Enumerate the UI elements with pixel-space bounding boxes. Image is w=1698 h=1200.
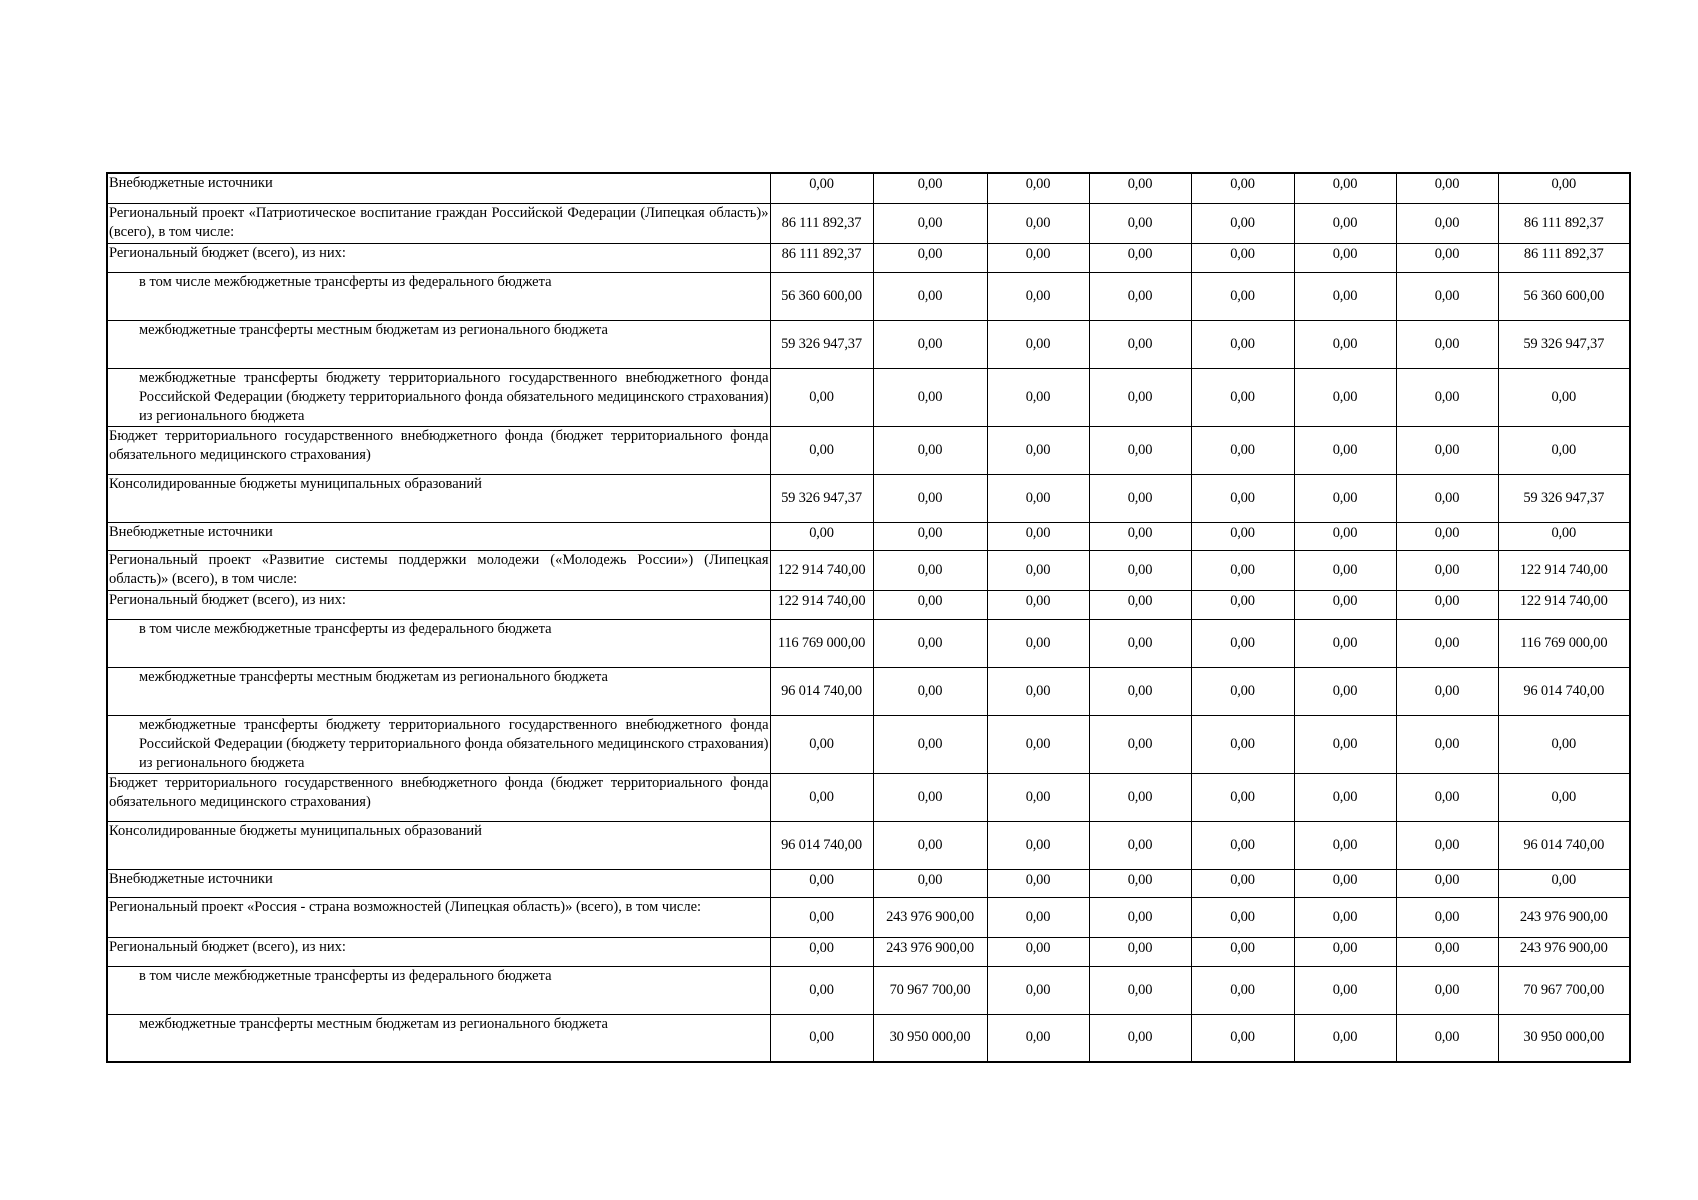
row-label: Региональный бюджет (всего), из них: bbox=[107, 590, 770, 619]
row-value: 0,00 bbox=[770, 1014, 873, 1062]
row-total-value: 59 326 947,37 bbox=[1498, 474, 1630, 522]
row-total-value: 86 111 892,37 bbox=[1498, 243, 1630, 272]
row-value: 0,00 bbox=[987, 667, 1089, 715]
row-value: 56 360 600,00 bbox=[770, 272, 873, 320]
row-value: 0,00 bbox=[1294, 1014, 1396, 1062]
row-value: 0,00 bbox=[1089, 667, 1191, 715]
table-row bbox=[107, 667, 1630, 715]
row-value: 0,00 bbox=[1396, 320, 1498, 368]
row-label: Внебюджетные источники bbox=[107, 522, 770, 550]
row-value: 0,00 bbox=[873, 590, 987, 619]
row-value: 0,00 bbox=[1396, 1014, 1498, 1062]
row-value: 0,00 bbox=[1089, 426, 1191, 474]
row-value: 0,00 bbox=[1191, 897, 1294, 937]
row-value: 0,00 bbox=[987, 773, 1089, 821]
table-row bbox=[107, 203, 1630, 243]
row-value: 0,00 bbox=[1191, 173, 1294, 203]
row-value: 0,00 bbox=[873, 667, 987, 715]
row-total-value: 70 967 700,00 bbox=[1498, 966, 1630, 1014]
row-value: 0,00 bbox=[1191, 966, 1294, 1014]
row-label: межбюджетные трансферты местным бюджетам из регионального бюджета bbox=[107, 1014, 770, 1062]
row-value: 0,00 bbox=[1294, 426, 1396, 474]
row-value: 30 950 000,00 bbox=[873, 1014, 987, 1062]
row-label: Региональный бюджет (всего), из них: bbox=[107, 243, 770, 272]
row-value: 0,00 bbox=[987, 203, 1089, 243]
row-label: в том числе межбюджетные трансферты из федерального бюджета bbox=[107, 619, 770, 667]
row-label: в том числе межбюджетные трансферты из федерального бюджета bbox=[107, 272, 770, 320]
row-total-value: 56 360 600,00 bbox=[1498, 272, 1630, 320]
row-value: 0,00 bbox=[1294, 821, 1396, 869]
row-value: 0,00 bbox=[1294, 320, 1396, 368]
row-value: 0,00 bbox=[873, 522, 987, 550]
row-value: 0,00 bbox=[1396, 897, 1498, 937]
row-value: 0,00 bbox=[1294, 937, 1396, 966]
row-value: 0,00 bbox=[873, 426, 987, 474]
row-value: 0,00 bbox=[987, 320, 1089, 368]
row-value: 96 014 740,00 bbox=[770, 667, 873, 715]
row-value: 0,00 bbox=[1089, 522, 1191, 550]
row-total-value: 96 014 740,00 bbox=[1498, 667, 1630, 715]
row-label: Бюджет территориального государственного внебюджетного фонда (бюджет территориального фонда обязательного медицинского страхования) bbox=[107, 773, 770, 821]
row-value: 0,00 bbox=[1396, 203, 1498, 243]
row-value: 0,00 bbox=[987, 426, 1089, 474]
row-value: 0,00 bbox=[1191, 869, 1294, 897]
row-total-value: 0,00 bbox=[1498, 715, 1630, 773]
row-total-value: 0,00 bbox=[1498, 522, 1630, 550]
row-value: 0,00 bbox=[1089, 1014, 1191, 1062]
row-value: 0,00 bbox=[987, 619, 1089, 667]
table-row bbox=[107, 773, 1630, 821]
table-row bbox=[107, 272, 1630, 320]
row-value: 0,00 bbox=[987, 173, 1089, 203]
row-label: Внебюджетные источники bbox=[107, 173, 770, 203]
row-label: межбюджетные трансферты бюджету территориального государственного внебюджетного фонда Российской Федерации (бюджету территориального фонда обязательного медицинского страхования) из регионального бюджета bbox=[107, 368, 770, 426]
row-value: 0,00 bbox=[1396, 243, 1498, 272]
row-value: 0,00 bbox=[1294, 590, 1396, 619]
row-value: 0,00 bbox=[1294, 619, 1396, 667]
row-value: 0,00 bbox=[873, 619, 987, 667]
table-row bbox=[107, 368, 1630, 426]
row-value: 0,00 bbox=[770, 937, 873, 966]
row-value: 0,00 bbox=[1396, 667, 1498, 715]
row-value: 0,00 bbox=[987, 897, 1089, 937]
row-total-value: 86 111 892,37 bbox=[1498, 203, 1630, 243]
row-value: 0,00 bbox=[770, 522, 873, 550]
row-value: 243 976 900,00 bbox=[873, 897, 987, 937]
row-value: 0,00 bbox=[1191, 203, 1294, 243]
table-row bbox=[107, 897, 1630, 937]
row-total-value: 0,00 bbox=[1498, 173, 1630, 203]
row-value: 0,00 bbox=[987, 869, 1089, 897]
row-value: 0,00 bbox=[1089, 966, 1191, 1014]
row-value: 0,00 bbox=[987, 937, 1089, 966]
row-value: 59 326 947,37 bbox=[770, 320, 873, 368]
row-value: 0,00 bbox=[1294, 368, 1396, 426]
row-value: 0,00 bbox=[1294, 203, 1396, 243]
row-total-value: 30 950 000,00 bbox=[1498, 1014, 1630, 1062]
row-value: 0,00 bbox=[1396, 522, 1498, 550]
table-row bbox=[107, 821, 1630, 869]
row-value: 0,00 bbox=[1396, 773, 1498, 821]
row-value: 0,00 bbox=[1191, 937, 1294, 966]
row-value: 0,00 bbox=[1089, 590, 1191, 619]
table-row bbox=[107, 619, 1630, 667]
row-value: 0,00 bbox=[1191, 522, 1294, 550]
row-value: 0,00 bbox=[1191, 550, 1294, 590]
table-row bbox=[107, 550, 1630, 590]
row-value: 0,00 bbox=[1396, 715, 1498, 773]
row-value: 0,00 bbox=[1294, 272, 1396, 320]
row-value: 0,00 bbox=[873, 173, 987, 203]
row-value: 0,00 bbox=[1191, 320, 1294, 368]
row-value: 0,00 bbox=[1191, 619, 1294, 667]
row-value: 0,00 bbox=[1191, 474, 1294, 522]
row-value: 122 914 740,00 bbox=[770, 590, 873, 619]
budget-table-body bbox=[107, 173, 1630, 1062]
row-value: 116 769 000,00 bbox=[770, 619, 873, 667]
row-value: 0,00 bbox=[987, 243, 1089, 272]
row-value: 0,00 bbox=[1089, 715, 1191, 773]
row-value: 0,00 bbox=[1294, 773, 1396, 821]
row-value: 0,00 bbox=[1396, 821, 1498, 869]
row-value: 0,00 bbox=[770, 773, 873, 821]
row-value: 0,00 bbox=[1396, 426, 1498, 474]
row-value: 0,00 bbox=[1191, 773, 1294, 821]
row-value: 0,00 bbox=[873, 474, 987, 522]
row-value: 0,00 bbox=[873, 821, 987, 869]
row-value: 0,00 bbox=[1191, 590, 1294, 619]
row-value: 0,00 bbox=[770, 368, 873, 426]
row-label: Региональный проект «Развитие системы поддержки молодежи («Молодежь России») (Липецкая область)» (всего), в том числе: bbox=[107, 550, 770, 590]
row-label: межбюджетные трансферты бюджету территориального государственного внебюджетного фонда Российской Федерации (бюджету территориального фонда обязательного медицинского страхования) из регионального бюджета bbox=[107, 715, 770, 773]
table-row bbox=[107, 937, 1630, 966]
row-label: Консолидированные бюджеты муниципальных образований bbox=[107, 474, 770, 522]
row-value: 0,00 bbox=[1396, 590, 1498, 619]
row-label: Региональный проект «Россия - страна возможностей (Липецкая область)» (всего), в том числе: bbox=[107, 897, 770, 937]
row-value: 0,00 bbox=[770, 426, 873, 474]
row-value: 0,00 bbox=[770, 966, 873, 1014]
row-label: Региональный проект «Патриотическое воспитание граждан Российской Федерации (Липецкая область)» (всего), в том числе: bbox=[107, 203, 770, 243]
row-value: 0,00 bbox=[1191, 272, 1294, 320]
row-value: 0,00 bbox=[1294, 522, 1396, 550]
row-value: 0,00 bbox=[770, 897, 873, 937]
row-value: 0,00 bbox=[1089, 474, 1191, 522]
row-value: 0,00 bbox=[1191, 1014, 1294, 1062]
row-value: 0,00 bbox=[1396, 474, 1498, 522]
row-value: 0,00 bbox=[770, 173, 873, 203]
row-value: 0,00 bbox=[1089, 619, 1191, 667]
row-value: 0,00 bbox=[1294, 474, 1396, 522]
table-row bbox=[107, 426, 1630, 474]
row-value: 0,00 bbox=[873, 320, 987, 368]
row-value: 0,00 bbox=[1089, 937, 1191, 966]
table-row bbox=[107, 320, 1630, 368]
row-value: 243 976 900,00 bbox=[873, 937, 987, 966]
row-value: 0,00 bbox=[873, 773, 987, 821]
row-value: 0,00 bbox=[873, 368, 987, 426]
row-value: 0,00 bbox=[1089, 203, 1191, 243]
row-label: межбюджетные трансферты местным бюджетам из регионального бюджета bbox=[107, 667, 770, 715]
row-value: 0,00 bbox=[1089, 173, 1191, 203]
row-value: 0,00 bbox=[873, 203, 987, 243]
row-value: 0,00 bbox=[1396, 619, 1498, 667]
row-total-value: 0,00 bbox=[1498, 773, 1630, 821]
row-value: 0,00 bbox=[873, 869, 987, 897]
row-value: 0,00 bbox=[1089, 869, 1191, 897]
row-value: 0,00 bbox=[1396, 272, 1498, 320]
row-total-value: 59 326 947,37 bbox=[1498, 320, 1630, 368]
row-value: 0,00 bbox=[1396, 368, 1498, 426]
row-value: 0,00 bbox=[1294, 897, 1396, 937]
row-value: 0,00 bbox=[987, 966, 1089, 1014]
row-value: 86 111 892,37 bbox=[770, 243, 873, 272]
row-value: 0,00 bbox=[1089, 773, 1191, 821]
row-value: 0,00 bbox=[873, 550, 987, 590]
row-value: 0,00 bbox=[987, 474, 1089, 522]
row-value: 122 914 740,00 bbox=[770, 550, 873, 590]
row-label: в том числе межбюджетные трансферты из федерального бюджета bbox=[107, 966, 770, 1014]
row-value: 0,00 bbox=[873, 272, 987, 320]
row-value: 0,00 bbox=[987, 1014, 1089, 1062]
budget-table bbox=[106, 172, 1631, 1063]
row-value: 0,00 bbox=[1294, 966, 1396, 1014]
row-value: 70 967 700,00 bbox=[873, 966, 987, 1014]
row-value: 0,00 bbox=[987, 272, 1089, 320]
table-row bbox=[107, 243, 1630, 272]
table-row bbox=[107, 966, 1630, 1014]
row-value: 0,00 bbox=[987, 821, 1089, 869]
row-label: Внебюджетные источники bbox=[107, 869, 770, 897]
row-value: 0,00 bbox=[1191, 667, 1294, 715]
row-value: 0,00 bbox=[1294, 173, 1396, 203]
row-value: 0,00 bbox=[1089, 243, 1191, 272]
row-total-value: 96 014 740,00 bbox=[1498, 821, 1630, 869]
row-value: 0,00 bbox=[1191, 243, 1294, 272]
row-value: 0,00 bbox=[1191, 368, 1294, 426]
row-value: 86 111 892,37 bbox=[770, 203, 873, 243]
row-total-value: 243 976 900,00 bbox=[1498, 937, 1630, 966]
table-row bbox=[107, 522, 1630, 550]
row-value: 0,00 bbox=[987, 368, 1089, 426]
row-value: 0,00 bbox=[987, 590, 1089, 619]
row-total-value: 0,00 bbox=[1498, 869, 1630, 897]
row-value: 0,00 bbox=[1089, 897, 1191, 937]
row-value: 0,00 bbox=[1396, 173, 1498, 203]
row-value: 0,00 bbox=[1396, 966, 1498, 1014]
table-row bbox=[107, 474, 1630, 522]
row-value: 0,00 bbox=[1396, 550, 1498, 590]
row-value: 0,00 bbox=[1191, 426, 1294, 474]
row-value: 0,00 bbox=[987, 550, 1089, 590]
row-label: Бюджет территориального государственного внебюджетного фонда (бюджет территориального фонда обязательного медицинского страхования) bbox=[107, 426, 770, 474]
row-value: 0,00 bbox=[1294, 550, 1396, 590]
row-value: 0,00 bbox=[1191, 715, 1294, 773]
table-row bbox=[107, 590, 1630, 619]
row-value: 0,00 bbox=[987, 522, 1089, 550]
table-row bbox=[107, 1014, 1630, 1062]
table-row bbox=[107, 173, 1630, 203]
row-value: 0,00 bbox=[1294, 243, 1396, 272]
row-total-value: 122 914 740,00 bbox=[1498, 550, 1630, 590]
table-row bbox=[107, 869, 1630, 897]
row-value: 0,00 bbox=[1294, 667, 1396, 715]
row-value: 0,00 bbox=[1396, 869, 1498, 897]
row-value: 0,00 bbox=[1294, 869, 1396, 897]
row-total-value: 0,00 bbox=[1498, 368, 1630, 426]
row-value: 0,00 bbox=[770, 715, 873, 773]
row-label: межбюджетные трансферты местным бюджетам из регионального бюджета bbox=[107, 320, 770, 368]
row-value: 0,00 bbox=[987, 715, 1089, 773]
row-value: 0,00 bbox=[873, 243, 987, 272]
row-total-value: 122 914 740,00 bbox=[1498, 590, 1630, 619]
table-row bbox=[107, 715, 1630, 773]
row-value: 0,00 bbox=[770, 869, 873, 897]
row-value: 0,00 bbox=[873, 715, 987, 773]
row-value: 0,00 bbox=[1089, 368, 1191, 426]
row-label: Региональный бюджет (всего), из них: bbox=[107, 937, 770, 966]
row-total-value: 0,00 bbox=[1498, 426, 1630, 474]
row-value: 0,00 bbox=[1089, 272, 1191, 320]
row-total-value: 116 769 000,00 bbox=[1498, 619, 1630, 667]
row-value: 96 014 740,00 bbox=[770, 821, 873, 869]
row-value: 0,00 bbox=[1089, 320, 1191, 368]
row-value: 59 326 947,37 bbox=[770, 474, 873, 522]
row-value: 0,00 bbox=[1089, 821, 1191, 869]
row-value: 0,00 bbox=[1294, 715, 1396, 773]
row-value: 0,00 bbox=[1191, 821, 1294, 869]
row-total-value: 243 976 900,00 bbox=[1498, 897, 1630, 937]
row-value: 0,00 bbox=[1396, 937, 1498, 966]
row-label: Консолидированные бюджеты муниципальных образований bbox=[107, 821, 770, 869]
row-value: 0,00 bbox=[1089, 550, 1191, 590]
